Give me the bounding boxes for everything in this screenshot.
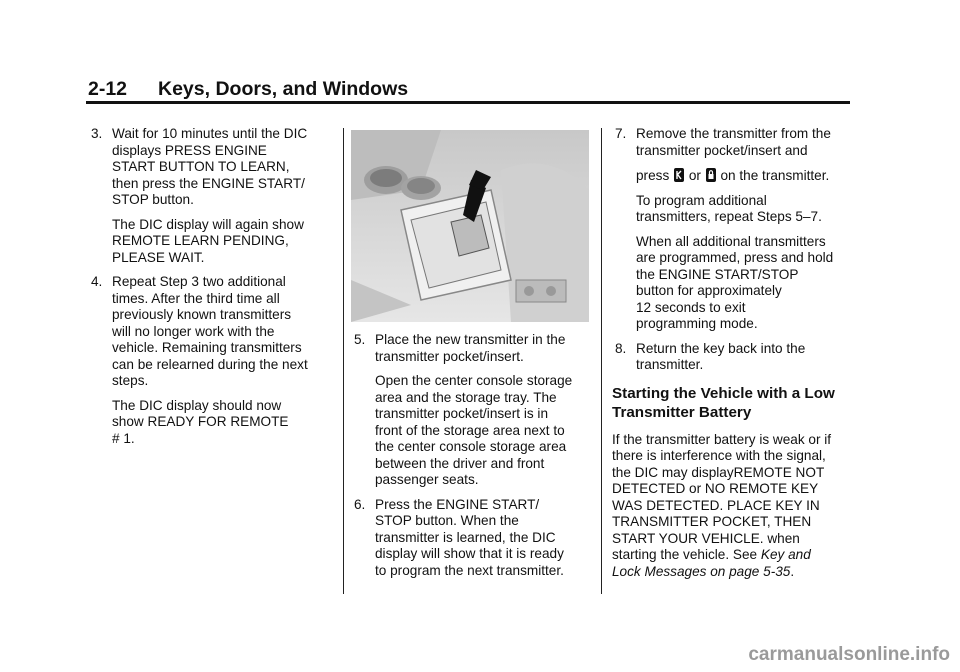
step-4-note: The DIC display should now show READY FOR REMOTE # 1. [112, 397, 289, 446]
column-divider [343, 128, 344, 594]
step-number: 7. [615, 126, 627, 141]
cross-reference-link[interactable]: Key and Lock Messages on page 5-35 [612, 547, 811, 579]
column-2 [351, 130, 591, 587]
column-1 [88, 126, 338, 455]
step-4: 4. Repeat Step 3 two additional times. After the third time all previously known transmitters will no longer work with the vehicle. Remaining transmitters can be relearned during the next steps. The DIC display should now show READY FOR REMOTE # 1. [88, 274, 338, 447]
console-transmitter-pocket-photo [351, 130, 589, 322]
step-number: 5. [354, 332, 366, 347]
step-7: 7. Remove the transmitter from the transmitter pocket/insert and press or on the transmitter. To program additional transmitters, repeat Steps 5–7. When all additional transmitters are programmed, press and hold the ENGINE START/STOP button for approximately 12 seconds to exit programming mode. [612, 126, 862, 333]
section-title: Keys, Doors, and Windows [158, 78, 409, 100]
header-rule [86, 101, 850, 104]
lock-icon [705, 167, 717, 183]
page-header [88, 78, 408, 101]
watermark: carmanualsonline.info [748, 644, 950, 665]
step-7-note-2: When all additional transmitters are programmed, press and hold the ENGINE START/STOP button for approximately 12 seconds to exit programming mode. [636, 233, 834, 331]
step-number: 4. [91, 274, 103, 289]
step-8: 8. Return the key back into the transmitter. [615, 340, 806, 372]
step-5-note: Open the center console storage area and the storage tray. The transmitter pocket/insert is in front of the storage area next to the center console storage area between the driver and front passenger seats. [375, 373, 573, 487]
column-divider [601, 128, 602, 594]
step-7-note-1: To program additional transmitters, repeat Steps 5–7. [636, 192, 822, 224]
section-heading: Starting the Vehicle with a Low Transmitter Battery [612, 384, 835, 421]
step-number: 6. [354, 496, 366, 512]
step-6: 6. Press the ENGINE START/ STOP button. When the transmitter is learned, the DIC display will show that it is ready to program the next transmitter. [354, 496, 564, 578]
step-number: 8. [615, 340, 627, 356]
step-5: 5. Place the new transmitter in the transmitter pocket/insert. Open the center console storage area and the storage tray. The transmitter pocket/insert is in front of the storage area next to the center console storage area between the driver and front passenger seats. [351, 332, 591, 489]
section-paragraph: If the transmitter battery is weak or if there is interference with the signal, the DIC may displayREMOTE NOT DETECTED or NO REMOTE KEY WAS DETECTED. PLACE KEY IN TRANSMITTER POCKET, THEN START YOUR VEHICLE. when starting the vehicle. See Key and Lock Messages on page 5-35. [612, 431, 832, 579]
column-3 [612, 126, 862, 580]
unlock-icon [673, 167, 685, 183]
step-number: 3. [91, 126, 103, 141]
page-number: 2-12 [88, 78, 128, 100]
step-3: 3. Wait for 10 minutes until the DIC displays PRESS ENGINE START BUTTON TO LEARN, then press the ENGINE START/ STOP button. The DIC display will again show REMOTE LEARN PENDING, PLEASE WAIT. [88, 126, 338, 266]
step-3-note: The DIC display will again show REMOTE LEARN PENDING, PLEASE WAIT. [112, 216, 304, 265]
